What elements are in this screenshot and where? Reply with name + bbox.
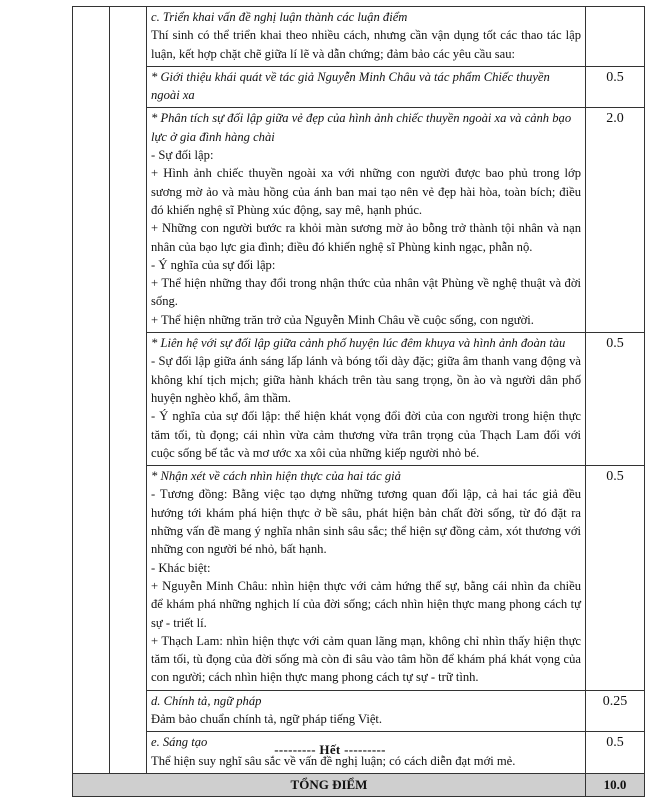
score-cell: 0.5 [586,333,645,466]
criteria-line: - Tương đồng: Bằng việc tạo dựng những tương quan đối lập, cả hai tác giả đều hướng tới khám phá hiện thực ở bề sâu, phát hiện bản chất đời sống, từ đó đặt ra những vấn đề mang ý nghĩa nhân sinh sâu sắc; thể hiện sự đồng cảm, xót thương với những con người bé nhỏ, bất hạnh. [151,487,581,557]
score-cell: 0.5 [586,732,645,774]
criteria-content [147,466,586,691]
criteria-line: Thí sinh có thể triển khai theo nhiều cách, nhưng cần vận dụng tốt các thao tác lập luận, kết hợp chặt chẽ giữa lí lẽ và dẫn chứng; đảm bảo các yêu cầu sau: [151,28,581,61]
rubric-row [73,690,645,732]
criteria-heading: d. Chính tả, ngữ pháp [151,693,262,708]
criteria-line: - Ý nghĩa của sự đối lập: thể hiện khát vọng đổi đời của con người trong hiện thực tăm tối, tù đọng; cái nhìn vừa cảm thương vừa trân trọng của Thạch Lam đối với cuộc sống bế tắc và mơ ước xa xôi của những kiếp người nhỏ bé. [151,409,581,460]
criteria-line: - Sự đối lập giữa ánh sáng lấp lánh và bóng tối dày đặc; giữa âm thanh vang động và không khí tịch mịch; giữa hành khách trên tàu sang trọng, ồn ào và người dân phố huyện nghèo khổ, âm thầm. [151,354,581,405]
total-row [73,773,645,796]
criteria-heading: e. Sáng tạo [151,735,208,750]
criteria-content [147,66,586,108]
scoring-rubric-table [72,6,645,797]
criteria-heading: * Nhận xét về cách nhìn hiện thực của hai tác giả [151,469,401,484]
rubric-row [73,66,645,108]
rubric-row [73,7,645,67]
criteria-heading: * Giới thiệu khái quát về tác giả Nguyễn Minh Châu và tác phẩm Chiếc thuyền ngoài xa [151,69,550,103]
criteria-line: + Thể hiện những trăn trở của Nguyễn Minh Châu về cuộc sống, con người. [151,312,534,327]
score-cell: 0.5 [586,466,645,691]
total-label: TỔNG ĐIỂM [73,773,586,796]
criteria-line: Thể hiện suy nghĩ sâu sắc về vấn đề nghị luận; có cách diễn đạt mới mẻ. [151,753,516,768]
criteria-content [147,333,586,466]
rubric-body [73,7,645,774]
rubric-row [73,108,645,333]
rubric-row [73,333,645,466]
criteria-heading: * Phân tích sự đối lập giữa vẻ đẹp của hình ảnh chiếc thuyền ngoài xa và cảnh bạo lực ở gia đình hàng chài [151,111,572,144]
rubric-row [73,466,645,691]
score-cell: 2.0 [586,108,645,333]
criteria-line: - Sự đối lập: [151,148,214,163]
criteria-line: + Hình ảnh chiếc thuyền ngoài xa với những con người được bao phủ trong lớp sương mờ ảo và màu hồng của ánh ban mai tạo nên vẻ đẹp hài hòa, toàn bích; điều đó khiến nghệ sĩ Phùng xúc động, say mê, hạnh phúc. [151,166,581,217]
end-marker: --------- Hết --------- [274,742,386,757]
criteria-line: + Thạch Lam: nhìn hiện thực với cảm quan lãng mạn, không chỉ nhìn thấy hiện thực tăm tối, tù đọng của đời sống mà còn đi sâu vào tâm hồn để khám phá khát vọng của con người; cách nhìn hiện thực mang phong cách tự sự - trữ tình. [151,633,581,685]
criteria-line: - Khác biệt: [151,560,211,575]
score-cell: 0.5 [586,66,645,108]
question-cell [73,7,110,774]
criteria-line: Đảm bảo chuẩn chính tả, ngữ pháp tiếng Việt. [151,711,383,726]
criteria-line: + Những con người bước ra khỏi màn sương mờ ảo bỗng trở thành tội nhân và nạn nhân của bạo lực gia đình; điều đó khiến nghệ sĩ Phùng kinh ngạc, phẫn nộ. [151,221,581,254]
criteria-content [147,108,586,333]
criteria-content [147,7,586,67]
criteria-line: + Thể hiện những thay đổi trong nhận thức của nhân vật Phùng về nghệ thuật và đời sống. [151,276,581,309]
score-cell: 0.25 [586,690,645,732]
criteria-heading: * Liên hệ với sự đối lập giữa cảnh phố huyện lúc đêm khuya và hình ảnh đoàn tàu [151,336,566,351]
criteria-line: + Nguyễn Minh Châu: nhìn hiện thực với cảm hứng thế sự, bằng cái nhìn đa chiều để khám phá những nghịch lí của đời sống; cách nhìn hiện thực mang phong cách tự sự - triết lí. [151,578,581,630]
score-cell [586,7,645,67]
part-cell [110,7,147,774]
criteria-line: - Ý nghĩa của sự đối lập: [151,257,276,272]
criteria-content [147,690,586,732]
total-score: 10.0 [586,773,645,796]
criteria-heading: c. Triển khai vấn đề nghị luận thành các luận điểm [151,10,408,24]
